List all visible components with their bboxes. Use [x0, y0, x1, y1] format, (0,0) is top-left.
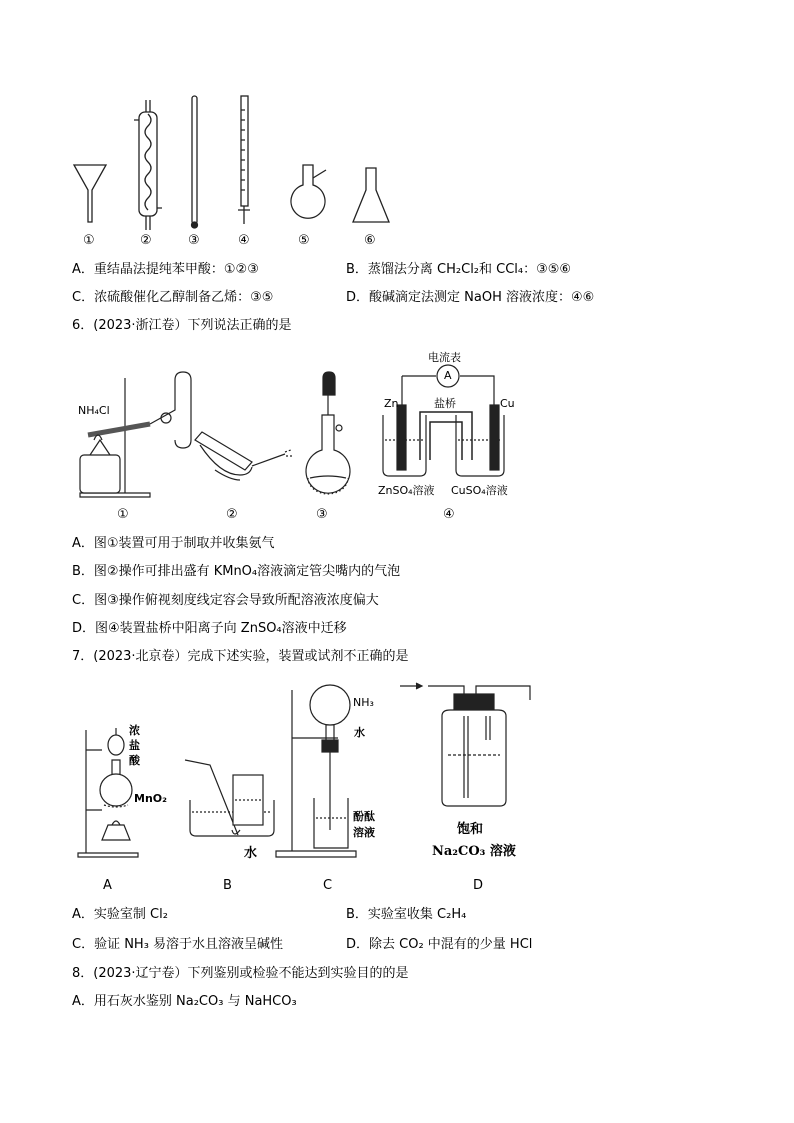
q8-stem: 8．(2023·辽宁卷）下列鉴别或检验不能达到实验目的的是 [72, 966, 409, 981]
q5-option-a: A．重结晶法提纯苯甲酸：①②③ [72, 262, 259, 277]
q7-option-c: C．验证 NH₃ 易溶于水且溶液呈碱性 [72, 937, 284, 952]
q6-option-a: A．图①装置可用于制取并收集氨气 [72, 536, 275, 551]
q6-label-4: ④ [443, 507, 455, 522]
q7-option-a: A．实验室制 Cl₂ [72, 907, 168, 922]
q7-figC-phenol-2: 溶液 [353, 826, 375, 839]
q6-option-d: D．图④装置盐桥中阳离子向 ZnSO₄溶液中迁移 [72, 621, 347, 636]
q5-option-c: C．浓硫酸催化乙醇制备乙烯：③⑤ [72, 290, 274, 305]
q6-option-b: B．图②操作可排出盛有 KMnO₄溶液滴定管尖嘴内的气泡 [72, 564, 401, 579]
q7-option-d: D．除去 CO₂ 中混有的少量 HCl [346, 937, 533, 952]
q6-label-3: ③ [316, 507, 328, 522]
q5-label-4: ④ [238, 233, 250, 248]
q6-fig4-cu-label: Cu [500, 397, 515, 410]
q6-fig4-ammeter-symbol: A [444, 369, 452, 382]
q7-figA-reagent-2: 盐 [129, 739, 140, 752]
q7-label-a: A [103, 878, 112, 893]
q5-label-1: ① [83, 233, 95, 248]
q6-fig4-left-solution: ZnSO₄溶液 [378, 484, 435, 497]
funnel-shape [74, 165, 106, 222]
q7-figC-water: 水 [354, 726, 365, 739]
q7-figA-reagent-3: 酸 [129, 754, 140, 767]
q7-figD-sat: 饱和 [457, 822, 484, 837]
q7-apparatus-figure [0, 670, 794, 880]
q7-option-b: B．实验室收集 C₂H₄ [346, 907, 467, 922]
q5-label-2: ② [140, 233, 152, 248]
q7-figC-phenol-1: 酚酞 [353, 810, 375, 823]
q7-stem: 7．(2023·北京卷）完成下述实验，装置或试剂不正确的是 [72, 649, 409, 664]
q7-figA-mno2: MnO₂ [134, 792, 167, 805]
q7-figD-sol: Na₂CO₃ 溶液 [432, 844, 516, 859]
thermometer-shape [192, 96, 197, 224]
q7-label-d: D [473, 878, 484, 893]
q5-apparatus-figure [0, 0, 794, 260]
q7-figC-nh3: NH₃ [353, 696, 374, 709]
q6-label-2: ② [226, 507, 238, 522]
q6-fig4-zn-label: Zn [384, 397, 399, 410]
q6-fig4-bridge-label: 盐桥 [434, 397, 456, 410]
distilling-flask-shape [291, 165, 325, 218]
conical-flask-shape [353, 168, 389, 222]
q5-option-b: B．蒸馏法分离 CH₂Cl₂和 CCl₄：③⑤⑥ [346, 262, 572, 277]
q6-fig4-right-solution: CuSO₄溶液 [451, 484, 508, 497]
q6-stem: 6．(2023·浙江卷）下列说法正确的是 [72, 318, 292, 333]
q7-figA-reagent-1: 浓 [129, 724, 140, 737]
q6-fig1-reagent-label: NH₄Cl [78, 404, 110, 417]
q5-label-6: ⑥ [364, 233, 376, 248]
q7-figB-water: 水 [244, 846, 258, 861]
q7-label-c: C [323, 878, 333, 893]
q6-label-1: ① [117, 507, 129, 522]
q5-option-d: D．酸碱滴定法测定 NaOH 溶液浓度：④⑥ [346, 290, 595, 305]
q6-option-c: C．图③操作俯视刻度线定容会导致所配溶液浓度偏大 [72, 593, 379, 608]
q6-fig4-ammeter-label: 电流表 [428, 351, 461, 364]
q5-label-5: ⑤ [298, 233, 310, 248]
q8-option-a: A．用石灰水鉴别 Na₂CO₃ 与 NaHCO₃ [72, 994, 297, 1009]
q5-label-3: ③ [188, 233, 200, 248]
q7-label-b: B [223, 878, 232, 893]
